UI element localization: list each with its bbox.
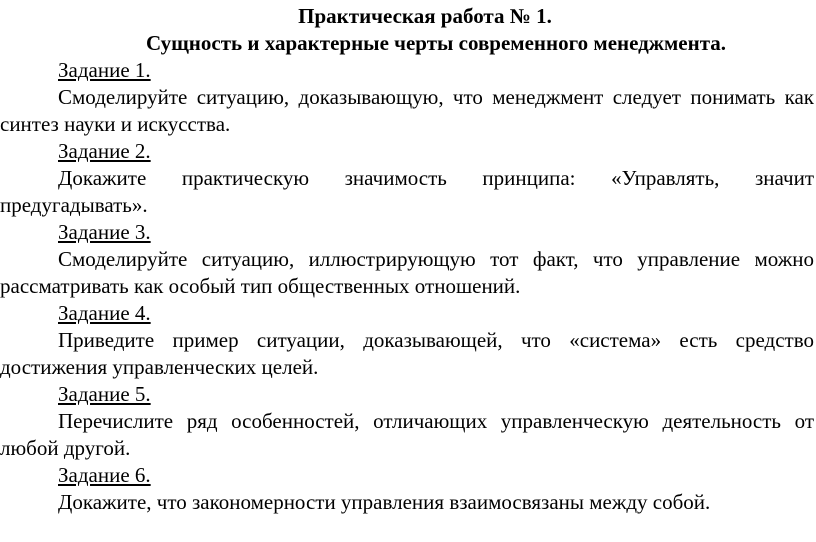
task-5: [0, 381, 814, 462]
task-3-text: Смоделируйте ситуацию, иллюстрирующую тот факт, что управление можно рассматривать как особый тип общественных отношений.: [0, 247, 814, 298]
task-6-heading: Задание 6.: [58, 463, 151, 487]
task-1-text: Смоделируйте ситуацию, доказывающую, что менеджмент следует понимать как синтез науки и искусства.: [0, 85, 814, 136]
task-2-text: Докажите практическую значимость принципа: «Управлять, значит предугадывать».: [0, 166, 814, 217]
task-6-text: Докажите, что закономерности управления взаимосвязаны между собой.: [58, 490, 711, 514]
task-1: [0, 57, 814, 138]
task-3-heading: Задание 3.: [58, 220, 151, 244]
document-title: Практическая работа № 1.: [298, 4, 552, 28]
document-subtitle: Сущность и характерные черты современного менеджмента.: [145, 31, 727, 55]
task-5-heading: Задание 5.: [58, 382, 151, 406]
task-2: [0, 138, 814, 219]
task-1-heading: Задание 1.: [58, 58, 151, 82]
task-4: [0, 300, 814, 381]
task-4-heading: Задание 4.: [58, 301, 151, 325]
task-3: [0, 219, 814, 300]
task-2-heading: Задание 2.: [58, 139, 151, 163]
task-6: [0, 462, 814, 516]
task-4-text: Приведите пример ситуации, доказывающей, что «система» есть средство достижения управленческих целей.: [0, 328, 814, 379]
task-5-text: Перечислите ряд особенностей, отличающих управленческую деятельность от любой другой.: [0, 409, 814, 460]
